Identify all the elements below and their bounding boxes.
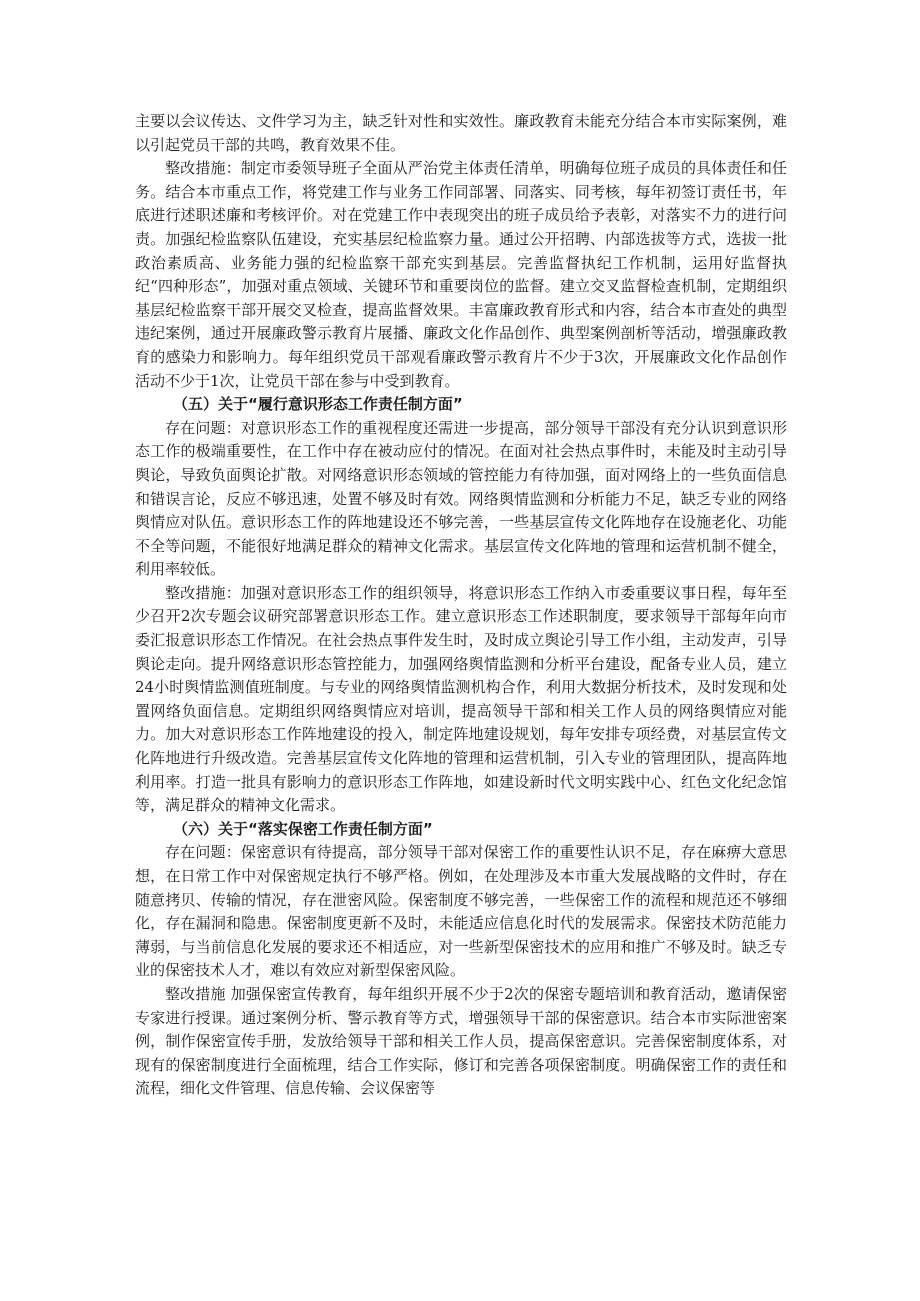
section-heading-6: （六）关于“落实保密工作责任制方面” xyxy=(173,819,433,838)
paragraph-problem-6: 存在问题：保密意识有待提高，部分领导干部对保密工作的重要性认识不足，存在麻痹大意思想，在日常工作中对保密规定执行不够严格。例如，在处理涉及本市重大发展战略的文件时，存在随意拷贝、传输的情况，存在泄密风险。保密制度不够完善，一些保密工作的流程和规范还不够细化，存在漏洞和隐患。保密制度更新不及时，未能适应信息化时代的发展需求。保密技术防范能力薄弱，与当前信息化发展的要求还不相适应，对一些新型保密技术的应用和推广不够及时。缺乏专业的保密技术人才，难以有效应对新型保密风险。 xyxy=(135,843,787,980)
paragraph-rectification-4: 整改措施：制定市委领导班子全面从严治党主体责任清单，明确每位班子成员的具体责任和任务。结合本市重点工作，将党建工作与业务工作同部署、同落实、同考核，每年初签订责任书，年底进行述职述廉和考核评价。对在党建工作中表现突出的班子成员给予表彰，对落实不力的进行问责。加强纪检监察队伍建设，充实基层纪检监察力量。通过公开招聘、内部选拔等方式，选拔一批政治素质高、业务能力强的纪检监察干部充实到基层。完善监督执纪工作机制，运用好监督执纪“四种形态”，加强对重点领域、关键环节和重要岗位的监督。建立交叉监督检查机制，定期组织基层纪检监察干部开展交叉检查，提高监督效果。丰富廉政教育形式和内容，结合本市查处的典型违纪案例，通过开展廉政警示教育片展播、廉政文化作品创作、典型案例剖析等活动，增强廉政教育的感染力和影响力。每年组织党员干部观看廉政警示教育片不少于3次，开展廉政文化作品创作活动不少于1次，让党员干部在参与中受到教育。 xyxy=(135,159,787,390)
paragraph-problem-5: 存在问题：对意识形态工作的重视程度还需进一步提高，部分领导干部没有充分认识到意识形态工作的极端重要性，在工作中存在被动应付的情况。在面对社会热点事件时，未能及时主动引导舆论，导致负面舆论扩散。对网络意识形态领域的管控能力有待加强，面对网络上的一些负面信息和错误言论，反应不够迅速，处置不够及时有效。网络舆情监测和分析能力不足，缺乏专业的网络舆情应对队伍。意识形态工作的阵地建设还不够完善，一些基层宣传文化阵地存在设施老化、功能不全等问题，不能很好地满足群众的精神文化需求。基层宣传文化阵地的管理和运营机制不健全，利用率较低。 xyxy=(135,418,787,579)
document-page xyxy=(135,110,787,1101)
section-heading-5: （五）关于“履行意识形态工作责任制方面” xyxy=(173,395,463,414)
paragraph-rectification-5: 整改措施：加强对意识形态工作的组织领导，将意识形态工作纳入市委重要议事日程，每年至少召开2次专题会议研究部署意识形态工作。建立意识形态工作述职制度，要求领导干部每年向市委汇报意识形态工作情况。在社会热点事件发生时，及时成立舆论引导工作小组，主动发声，引导舆论走向。提升网络意识形态管控能力，加强网络舆情监测和分析平台建设，配备专业人员，建立24小时舆情监测值班制度。与专业的网络舆情监测机构合作，利用大数据分析技术，及时发现和处置网络负面信息。定期组织网络舆情应对培训，提高领导干部和相关工作人员的网络舆情应对能力。加大对意识形态工作阵地建设的投入，制定阵地建设规划，每年安排专项经费，对基层宣传文化阵地进行升级改造。完善基层宣传文化阵地的管理和运营机制，引入专业的管理团队，提高阵地利用率。打造一批具有影响力的意识形态工作阵地，如建设新时代文明实践中心、红色文化纪念馆等，满足群众的精神文化需求。 xyxy=(135,583,787,815)
paragraph-rectification-6: 整改措施 加强保密宣传教育，每年组织开展不少于2次的保密专题培训和教育活动，邀请保密专家进行授课。通过案例分析、警示教育等方式，增强领导干部的保密意识。结合本市实际泄密案例，制作保密宣传手册，发放给领导干部和相关工作人员，提高保密意识。完善保密制度体系，对现有的保密制度进行全面梳理，结合工作实际，修订和完善各项保密制度。明确保密工作的责任和流程，细化文件管理、信息传输、会议保密等 xyxy=(135,984,787,1098)
paragraph-continued: 主要以会议传达、文件学习为主，缺乏针对性和实效性。廉政教育未能充分结合本市实际案例，难以引起党员干部的共鸣，教育效果不佳。 xyxy=(135,112,787,154)
